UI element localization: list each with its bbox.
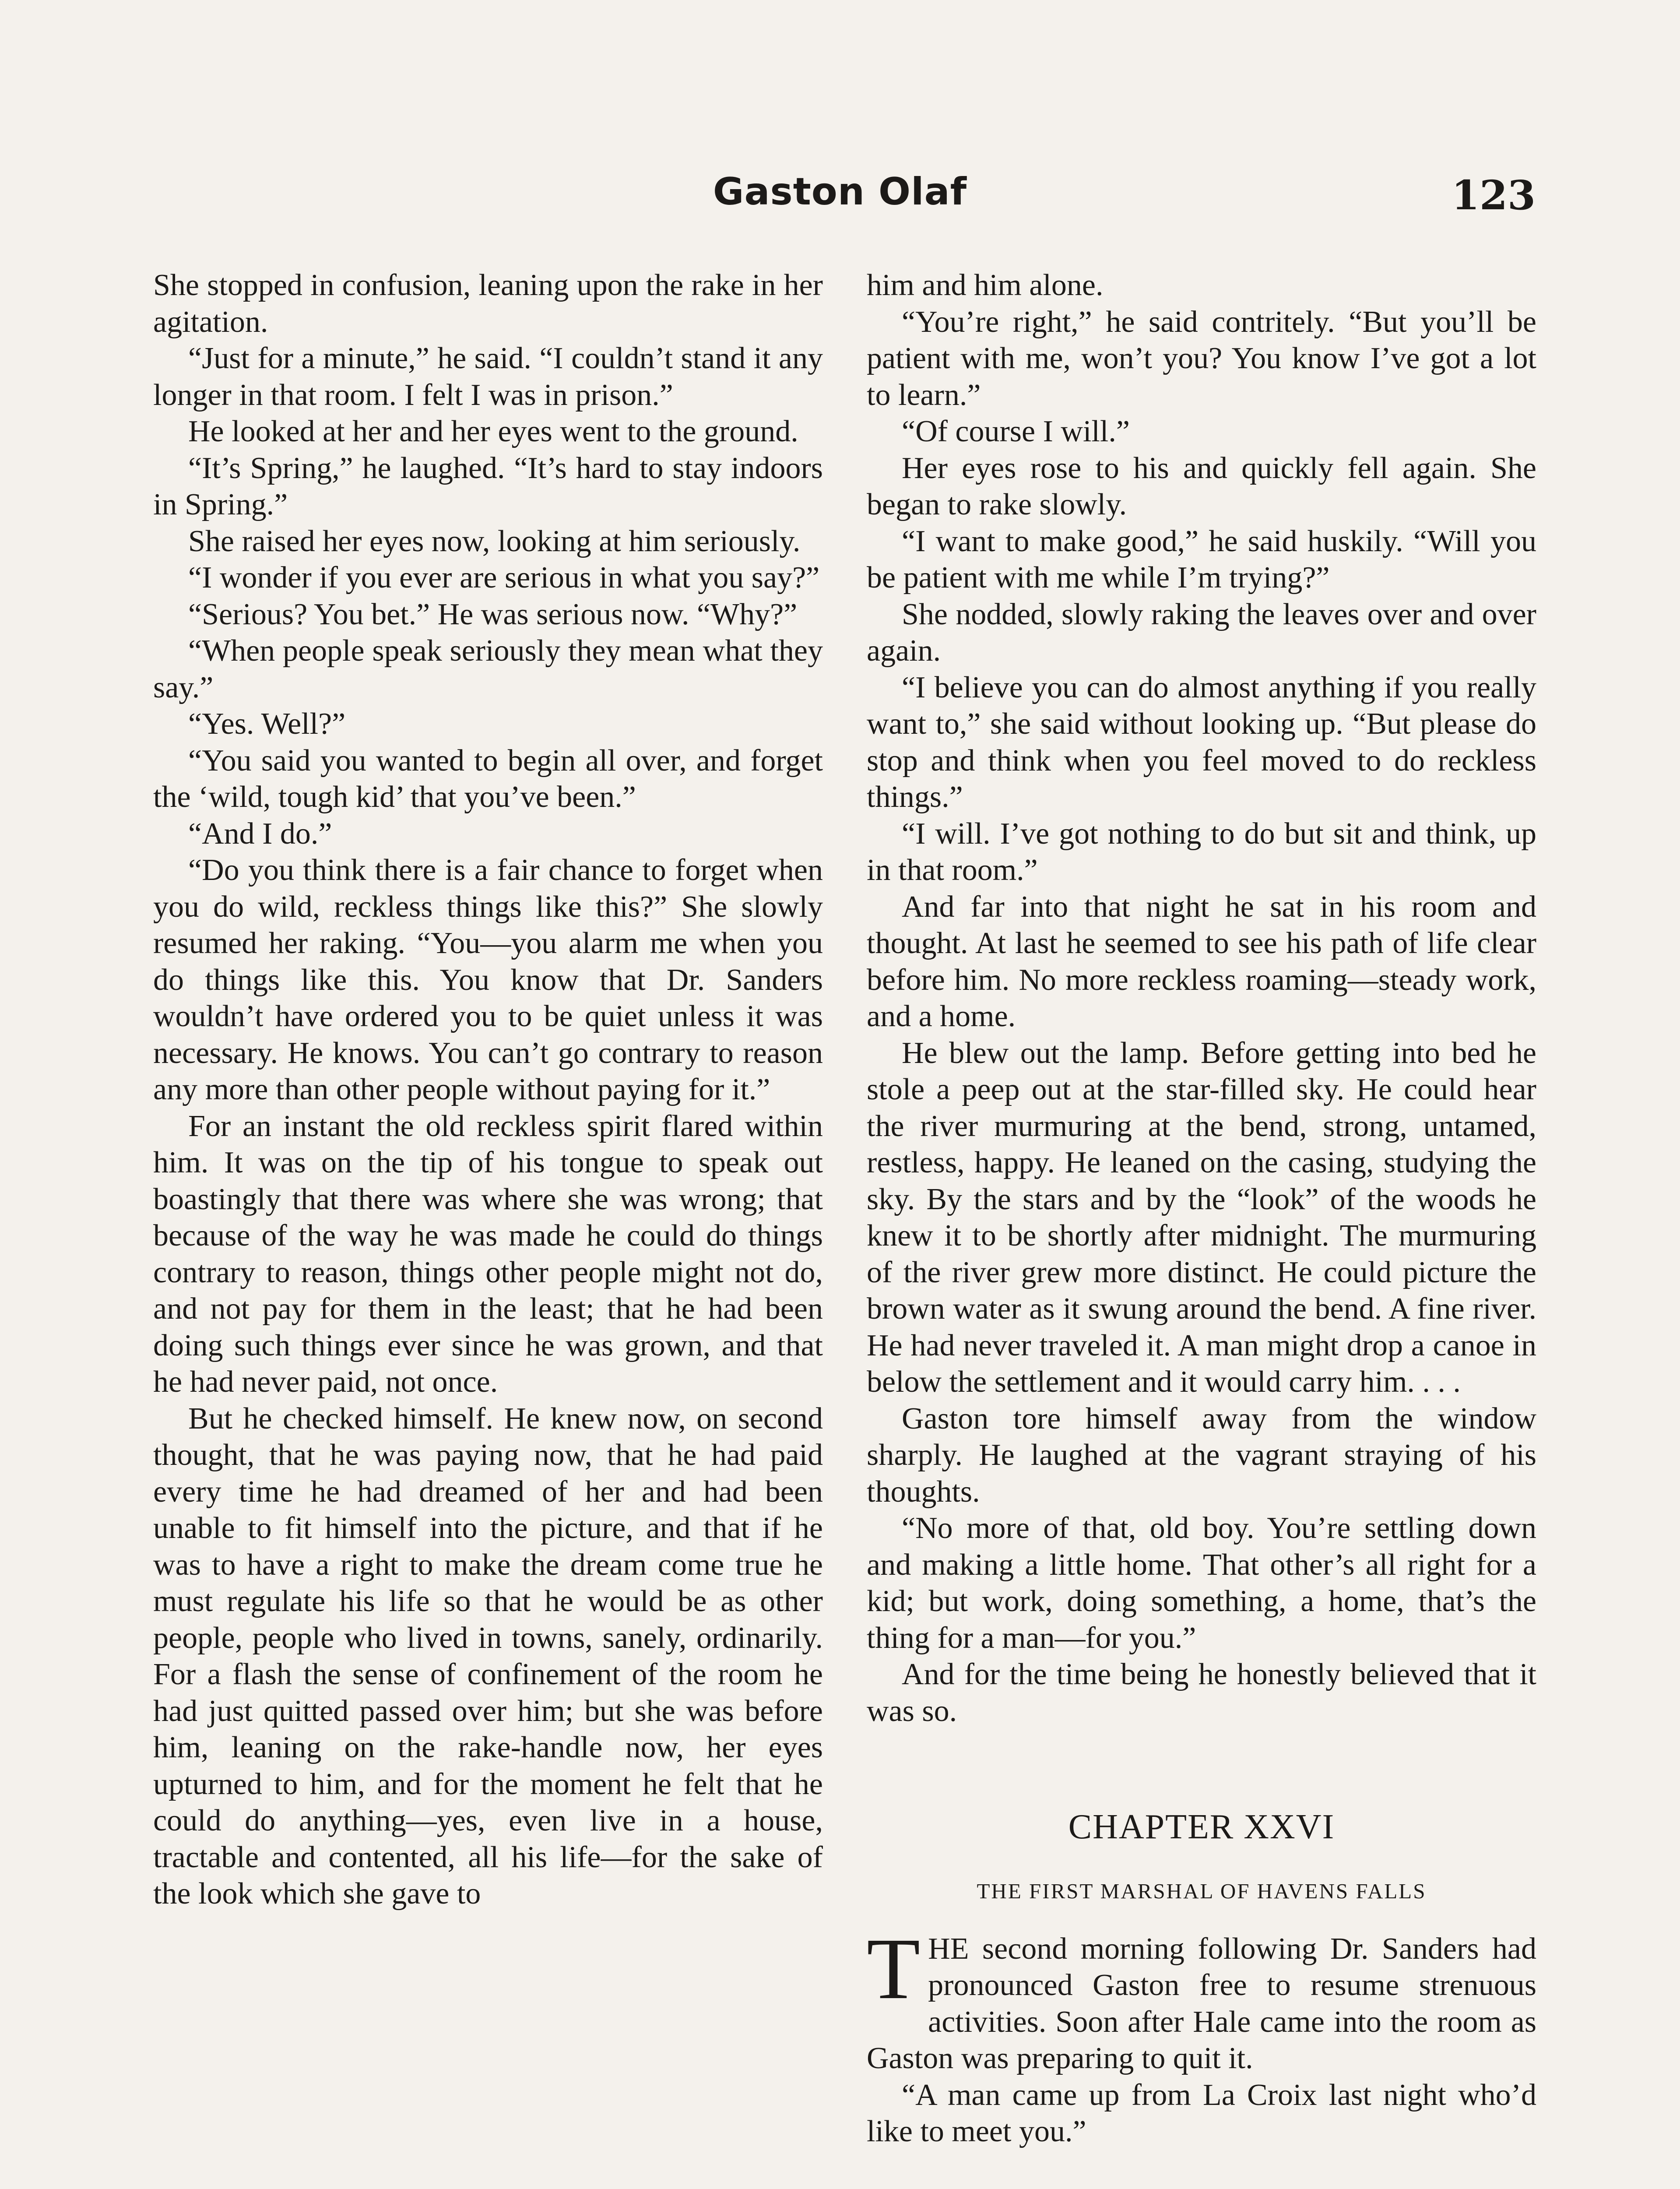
paragraph: “I wonder if you ever are serious in what you say?” — [188, 561, 820, 595]
paragraph: But he checked himself. He knew now, on second thought, that he was paying now, that he had paid every time he had dreamed of her and had been unable to fit himself into the picture, and that if he was to have a right to make the dream come true he must regulate his life so that he would be as other people, people who lived in towns, sanely, ordinarily. For a flash the sense of confinement of the room he had just quitted passed over him; but she was before him, leaning on the rake-handle now, her eyes upturned to him, and for the moment he felt that he could do anything—yes, even live in a house, tractable and contented, all his life—for the sake of the look which she gave to — [153, 1401, 823, 1911]
paragraph: And for the time being he honestly believed that it was so. — [867, 1658, 1536, 1728]
paragraph: “Yes. Well?” — [188, 707, 346, 741]
paragraph: “I will. I’ve got nothing to do but sit and think, up in that room.” — [867, 816, 1536, 887]
paragraph: “When people speak seriously they mean what they say.” — [153, 634, 823, 704]
paragraph: “Serious? You bet.” He was serious now. “Why?” — [188, 597, 798, 631]
paragraph: She raised her eyes now, looking at him seriously. — [188, 524, 801, 558]
paragraph: He blew out the lamp. Before getting into bed he stole a peep out at the star-filled sky. He could hear the river murmuring at the bend, strong, untamed, restless, happy. He leaned on the casing, studying the sky. By the stars and by the “look” of the woods he knew it to be shortly after midnight. The murmuring of the river grew more distinct. He could picture the brown water as it swung around the bend. A fine river. He had never traveled it. A man might drop a canoe in below the settlement and it would carry him. . . . — [867, 1036, 1536, 1399]
paragraph: And far into that night he sat in his room and thought. At last he seemed to see his path of life clear before him. No more reckless roaming—steady work, and a home. — [867, 890, 1536, 1033]
paragraph: “You said you wanted to begin all over, and forget the ‘wild, tough kid’ that you’ve been.” — [153, 743, 823, 814]
paragraph: “Just for a minute,” he said. “I couldn’t stand it any longer in that room. I felt I was in prison.” — [153, 341, 823, 412]
paragraph: “No more of that, old boy. You’re settling down and making a little home. That other’s all right for a kid; but work, doing something, a home, that’s the thing for a man—for you.” — [867, 1511, 1536, 1655]
paragraph: She nodded, slowly raking the leaves over and over again. — [867, 597, 1536, 668]
running-title: Gaston Olaf — [713, 170, 967, 214]
paragraph: He looked at her and her eyes went to the ground. — [188, 415, 798, 448]
paragraph: “Of course I will.” — [902, 415, 1130, 448]
paragraph: “You’re right,” he said contritely. “But you’ll be patient with me, won’t you? You know I’ve got a lot to learn.” — [867, 305, 1536, 412]
paragraph-continuation: him and him alone. — [867, 268, 1104, 302]
page-number: 123 — [1451, 172, 1536, 219]
paragraph: Gaston tore himself away from the window sharply. He laughed at the vagrant straying of his thoughts. — [867, 1401, 1536, 1509]
first-paragraph-text: HE second morning following Dr. Sanders had pronounced Gaston free to resume strenuous activities. Soon after Hale came into the room as Gaston was preparing to quit it. — [867, 1932, 1536, 2076]
paragraph: “I want to make good,” he said huskily. “Will you be patient with me while I’m trying?” — [867, 524, 1536, 595]
paragraph: “Do you think there is a fair chance to forget when you do wild, reckless things like this?” She slowly resumed her raking. “You—you alarm me when you do things like this. You know that Dr. Sanders wouldn’t have ordered you to be quiet unless it was necessary. He knows. You can’t go contrary to reason any more than other people without paying for it.” — [153, 853, 823, 1106]
paragraph: Her eyes rose to his and quickly fell again. She began to rake slowly. — [867, 451, 1536, 521]
paragraph: For an instant the old reckless spirit flared within him. It was on the tip of his tongue to speak out boastingly that there was where she was wrong; that because of the way he was made he could do things contrary to reason, things other people might not do, and not pay for them in the least; that he had been doing such things ever since he was grown, and that he had never paid, not once. — [153, 1109, 823, 1399]
paragraph: “A man came up from La Croix last night who’d like to meet you.” — [867, 2078, 1536, 2149]
paragraph: “And I do.” — [188, 816, 332, 851]
right-column — [867, 267, 1536, 2189]
chapter-heading: CHAPTER XXVI — [1068, 1808, 1335, 1846]
paragraph: “I believe you can do almost anything if you really want to,” she said without looking up. “But please do stop and think when you feel moved to do reckless things.” — [867, 670, 1536, 814]
paragraph: She stopped in confusion, leaning upon the rake in her agitation. — [153, 268, 823, 339]
paragraph: “It’s Spring,” he laughed. “It’s hard to stay indoors in Spring.” — [153, 451, 823, 521]
chapter-first-paragraph — [867, 1920, 1536, 2077]
drop-cap: T — [867, 1920, 921, 2017]
left-column — [153, 267, 823, 2189]
chapter-subtitle: THE FIRST MARSHAL OF HAVENS FALLS — [977, 1879, 1427, 1903]
